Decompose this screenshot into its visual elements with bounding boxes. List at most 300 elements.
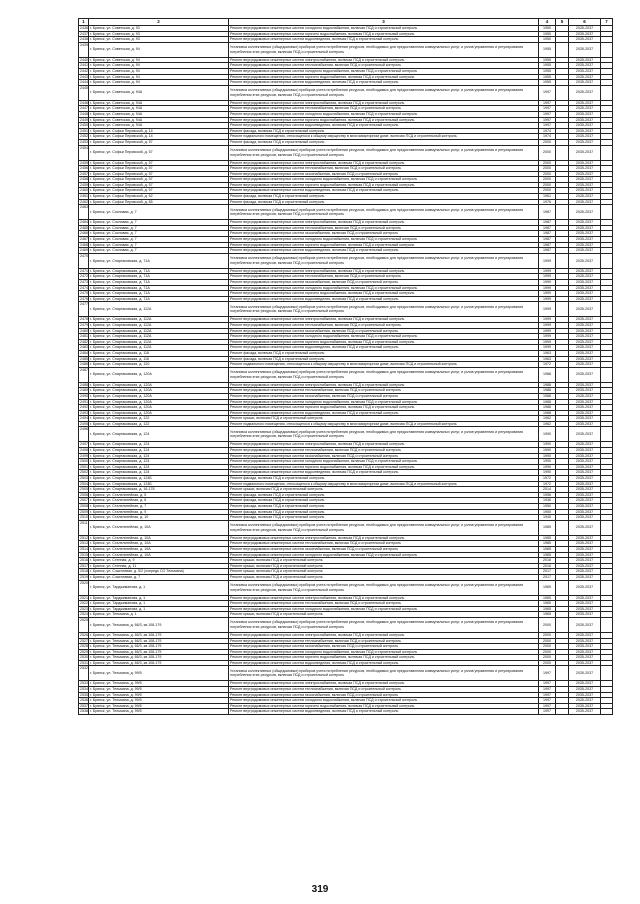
year-built-cell: 1961 bbox=[539, 194, 556, 200]
address-cell: г. Брянск, ул. Сталелитейная, д. 10А bbox=[89, 541, 229, 547]
row-number-cell: 2508 bbox=[80, 504, 88, 508]
year-built-cell: 1955 bbox=[539, 68, 556, 74]
work-type-cell: Установка коллективных (общедомовых) приборов учета потребления ресурсов, необходимых для предоставления коммунальных услуг, и узлов управления и регулирования потребления этих ресурсов, включая ПСД и строительный контроль bbox=[229, 145, 539, 160]
address-cell: г. Брянск, ул. Тарджиманова, д. 1 bbox=[89, 601, 229, 607]
row-number-cell: 2500 bbox=[80, 459, 88, 464]
program-table-page bbox=[78, 18, 612, 715]
year-built-cell: 1999 bbox=[539, 285, 556, 291]
work-type-cell: Установка коллективных (общедомовых) приборов учета потребления ресурсов, необходимых для предоставления коммунальных услуг, и узлов управления и регулирования потребления этих ресурсов, включая ПСД и строительный контроль bbox=[229, 205, 539, 220]
row-number-cell: 2444 bbox=[80, 80, 88, 85]
row-number-cell: 2493 bbox=[80, 410, 88, 415]
row-number-cell: 2506 bbox=[80, 492, 88, 497]
work-type-cell: Ремонт внутридомовых инженерных систем теплоснабжения, включая ПСД и строительный контроль bbox=[229, 601, 539, 607]
year-built-cell: 1999 bbox=[539, 328, 556, 334]
table-row bbox=[79, 145, 613, 160]
address-cell: г. Брянск, ул. Тельмана, д. 66/3, кв.108-179 bbox=[89, 638, 229, 644]
row-number-cell: 2481 bbox=[80, 334, 88, 339]
year-built-cell: 1972 bbox=[539, 476, 556, 482]
period-cell: 2035-2037 bbox=[569, 128, 601, 134]
year-built-cell: 1965 bbox=[539, 606, 556, 612]
table-row bbox=[79, 617, 613, 632]
row-number-cell: 2471 bbox=[80, 268, 88, 273]
year-built-cell: 1999 bbox=[539, 302, 556, 317]
empty-cell bbox=[556, 520, 569, 535]
work-type-cell: Ремонт внутридомовых инженерных систем водоотведения, включая ПСД и строительный контроль bbox=[229, 80, 539, 86]
address-cell: г. Брянск, ул. Советская, д. 94 bbox=[89, 57, 229, 63]
work-type-cell: Ремонт внутридомовых инженерных систем горячего водоснабжения, включая ПСД и строительный контроль bbox=[229, 405, 539, 411]
year-built-cell: 2000 bbox=[539, 139, 556, 145]
period-cell: 2035-2037 bbox=[569, 339, 601, 345]
year-built-cell: 1997 bbox=[539, 687, 556, 693]
row-number-cell: 2454 bbox=[79, 145, 89, 160]
row-number-cell: 2438 bbox=[80, 37, 88, 42]
address-cell: г. Брянск, ул. Спартаковская, д. 71А bbox=[89, 280, 229, 286]
address-cell: г. Брянск, ул. Сосновая, д. 7 bbox=[89, 242, 229, 248]
address-cell: г. Брянск, ул. Спартаковская, д. 120 bbox=[89, 362, 229, 368]
empty-cell bbox=[556, 666, 569, 681]
empty-cell bbox=[601, 85, 613, 100]
address-cell: г. Брянск, ул. Сталелитейная, д. 10А bbox=[89, 535, 229, 541]
work-type-cell: Ремонт внутридомовых инженерных систем электроснабжения, включая ПСД и строительный контроль bbox=[229, 442, 539, 448]
work-type-cell: Ремонт внутридомовых инженерных систем холодного водоснабжения, включая ПСД и строительный контроль bbox=[229, 26, 539, 32]
row-number-cell: 2456 bbox=[80, 166, 88, 171]
address-cell: г. Брянск, ул. Спартаковская, д. 120А bbox=[89, 410, 229, 416]
year-built-cell: 1936 bbox=[539, 498, 556, 504]
work-type-cell: Ремонт внутридомовых инженерных систем теплоснабжения, включая ПСД и строительный контроль bbox=[229, 322, 539, 328]
year-built-cell: 1987 bbox=[539, 237, 556, 243]
address-cell: г. Брянск, ул. Спартаковская, д. 112А bbox=[89, 302, 229, 317]
address-cell: г. Брянск, ул. Софьи Перовской, д. 57 bbox=[89, 139, 229, 145]
address-cell: г. Брянск, ул. Спартаковская, д. 71А bbox=[89, 285, 229, 291]
period-cell: 2035-2037 bbox=[569, 57, 601, 63]
work-type-cell: Ремонт внутридомовых инженерных систем теплоснабжения, включая ПСД и строительный контроль bbox=[229, 541, 539, 547]
period-cell: 2035-2037 bbox=[569, 580, 601, 595]
row-number-cell: 2458 bbox=[80, 177, 88, 182]
period-cell: 2035-2037 bbox=[569, 134, 601, 140]
address-cell: г. Брянск, ул. Спартаковская, д. 124Б bbox=[89, 481, 229, 487]
row-number-cell: 2499 bbox=[80, 453, 88, 458]
row-number-cell: 2488 bbox=[80, 382, 88, 387]
period-cell: 2035-2037 bbox=[569, 405, 601, 411]
period-cell: 2035-2037 bbox=[569, 487, 601, 493]
period-cell: 2035-2037 bbox=[569, 85, 601, 100]
period-cell: 2035-2037 bbox=[569, 160, 601, 166]
work-type-cell: Ремонт внутридомовых инженерных систем горячего водоснабжения, включая ПСД и строительный контроль bbox=[229, 291, 539, 297]
address-cell: г. Брянск, ул. Тельмана, д. 99/5 bbox=[89, 692, 229, 698]
address-cell: г. Брянск, ул. Софьи Перовской, д. 57 bbox=[89, 160, 229, 166]
address-cell: г. Брянск, ул. Спартаковская, д. 71А bbox=[89, 274, 229, 280]
row-number-cell: 2503 bbox=[80, 476, 88, 481]
work-type-cell: Ремонт подвального помещения, относящегося к общему имуществу в многоквартирном доме, включая ПСД и строительный контроль bbox=[229, 362, 539, 368]
address-cell: г. Брянск, ул. Тельмана, д. 66/3, кв.108-179 bbox=[89, 660, 229, 666]
work-type-cell: Ремонт внутридомовых инженерных систем горячего водоснабжения, включая ПСД и строительный контроль bbox=[229, 703, 539, 709]
address-cell: г. Брянск, ул. Спартаковская, д. 122 bbox=[89, 416, 229, 422]
row-number-cell: 2447 bbox=[80, 106, 88, 111]
year-built-cell: 2014 bbox=[539, 487, 556, 493]
work-type-cell: Ремонт фасада, включая ПСД и строительный контроль bbox=[229, 515, 539, 521]
address-cell: г. Брянск, ул. Спартаковская, д. 71А bbox=[89, 296, 229, 302]
row-number-cell: 2487 bbox=[79, 367, 89, 382]
period-cell: 2035-2037 bbox=[569, 541, 601, 547]
table-row bbox=[79, 520, 613, 535]
period-cell: 2035-2037 bbox=[569, 498, 601, 504]
header-col-7: 7 bbox=[601, 19, 613, 26]
year-built-cell: 1963 bbox=[539, 356, 556, 362]
work-type-cell: Ремонт внутридомовых инженерных систем водоотведения, включая ПСД и строительный контроль bbox=[229, 470, 539, 476]
row-number-cell: 2460 bbox=[80, 188, 88, 193]
table-row bbox=[79, 666, 613, 681]
row-number-cell: 2443 bbox=[80, 74, 88, 79]
row-number-cell: 2465 bbox=[80, 225, 88, 230]
address-cell: г. Брянск, ул. Тельмана, д. 66/3, кв.108-179 bbox=[89, 617, 229, 632]
address-cell: г. Брянск, ул. Софьи Перовской, д. 85 bbox=[89, 199, 229, 205]
work-type-cell: Ремонт внутридомовых инженерных систем теплоснабжения, включая ПСД и строительный контроль bbox=[229, 274, 539, 280]
table-row bbox=[79, 427, 613, 442]
address-cell: г. Брянск, ул. Спартаковская, д. 116 bbox=[89, 350, 229, 356]
work-type-cell: Ремонт крыши, включая ПСД и строительный контроль bbox=[229, 416, 539, 422]
row-number-cell: 2489 bbox=[80, 388, 88, 393]
year-built-cell: 2016 bbox=[539, 558, 556, 564]
period-cell: 2035-2037 bbox=[569, 563, 601, 569]
table-row bbox=[79, 709, 613, 715]
work-type-cell: Ремонт внутридомовых инженерных систем теплоснабжения, включая ПСД и строительный контроль bbox=[229, 63, 539, 69]
period-cell: 2035-2037 bbox=[569, 459, 601, 465]
period-cell: 2035-2037 bbox=[569, 350, 601, 356]
year-built-cell: 1997 bbox=[539, 709, 556, 715]
year-built-cell: 2000 bbox=[539, 160, 556, 166]
empty-cell bbox=[601, 205, 613, 220]
table-row bbox=[79, 85, 613, 100]
row-number-cell: 2442 bbox=[80, 68, 88, 73]
year-built-cell: 1950 bbox=[539, 31, 556, 37]
period-cell: 2035-2037 bbox=[569, 612, 601, 618]
work-type-cell: Ремонт внутридомовых инженерных систем горячего водоснабжения, включая ПСД и строительный контроль bbox=[229, 74, 539, 80]
row-number-cell: 2504 bbox=[80, 481, 88, 486]
year-built-cell: 1990 bbox=[539, 453, 556, 459]
year-built-cell: 1988 bbox=[539, 393, 556, 399]
address-cell: г. Брянск, ул. Спартаковская, д. 120А bbox=[89, 382, 229, 388]
work-type-cell: Ремонт внутридомовых инженерных систем холодного водоснабжения, включая ПСД и строительный контроль bbox=[229, 334, 539, 340]
work-type-cell: Ремонт внутридомовых инженерных систем горячего водоснабжения, включая ПСД и строительный контроль bbox=[229, 182, 539, 188]
work-type-cell: Установка коллективных (общедомовых) приборов учета потребления ресурсов, необходимых для предоставления коммунальных услуг, и узлов управления и регулирования потребления этих ресурсов, включая ПСД и строительный контроль bbox=[229, 253, 539, 268]
work-type-cell: Ремонт внутридомовых инженерных систем холодного водоснабжения, включая ПСД и строительный контроль bbox=[229, 68, 539, 74]
address-cell: г. Брянск, ул. Софьи Перовской, д. 14 bbox=[89, 134, 229, 140]
year-built-cell: 2017 bbox=[539, 569, 556, 575]
period-cell: 2035-2037 bbox=[569, 26, 601, 32]
period-cell: 2035-2037 bbox=[569, 296, 601, 302]
empty-cell bbox=[601, 709, 613, 715]
year-built-cell: 1955 bbox=[539, 57, 556, 63]
address-cell: г. Брянск, ул. Спартаковская, д. 120А bbox=[89, 405, 229, 411]
empty-cell bbox=[601, 666, 613, 681]
year-built-cell: 2000 bbox=[539, 638, 556, 644]
period-cell: 2035-2037 bbox=[569, 515, 601, 521]
work-type-cell: Ремонт подвального помещения, относящегося к общему имуществу в многоквартирном доме, включая ПСД и строительный контроль bbox=[229, 134, 539, 140]
row-number-cell: 2472 bbox=[80, 274, 88, 279]
period-cell: 2035-2037 bbox=[569, 280, 601, 286]
year-built-cell: 2000 bbox=[539, 660, 556, 666]
work-type-cell: Ремонт внутридомовых инженерных систем электроснабжения, включая ПСД и строительный контроль bbox=[229, 632, 539, 638]
row-number-cell: 2476 bbox=[80, 296, 88, 301]
table-header-row bbox=[79, 19, 613, 26]
period-cell: 2035-2037 bbox=[569, 145, 601, 160]
address-cell: г. Брянск, ул. Тельмана, д. 66/3, кв.108-179 bbox=[89, 632, 229, 638]
period-cell: 2035-2037 bbox=[569, 63, 601, 69]
period-cell: 2035-2037 bbox=[569, 199, 601, 205]
year-built-cell: 1955 bbox=[539, 42, 556, 57]
row-number-cell: 2492 bbox=[80, 405, 88, 410]
period-cell: 2035-2037 bbox=[569, 231, 601, 237]
year-built-cell: 1965 bbox=[539, 601, 556, 607]
year-built-cell: 1990 bbox=[539, 427, 556, 442]
address-cell: г. Брянск, ул. Степная, д. 11 bbox=[89, 563, 229, 569]
address-cell: г. Брянск, ул. Советская, д. 94 bbox=[89, 42, 229, 57]
period-cell: 2035-2037 bbox=[569, 703, 601, 709]
row-number-cell: 2457 bbox=[80, 171, 88, 176]
row-number-cell: 2527 bbox=[80, 638, 88, 643]
row-number-cell: 2516 bbox=[80, 558, 88, 563]
year-built-cell: 1987 bbox=[539, 225, 556, 231]
row-number-cell: 2490 bbox=[80, 393, 88, 398]
period-cell: 2035-2037 bbox=[569, 345, 601, 351]
period-cell: 2035-2037 bbox=[569, 117, 601, 123]
row-number-cell: 2448 bbox=[80, 111, 88, 116]
year-built-cell: 1972 bbox=[539, 481, 556, 487]
work-type-cell: Ремонт крыши, включая ПСД и строительный контроль bbox=[229, 612, 539, 618]
year-built-cell: 1985 bbox=[539, 552, 556, 558]
row-number-cell: 2525 bbox=[79, 617, 89, 632]
work-type-cell: Ремонт внутридомовых инженерных систем электроснабжения, включая ПСД и строительный контроль bbox=[229, 100, 539, 106]
work-type-cell: Ремонт внутридомовых инженерных систем горячего водоснабжения, включая ПСД и строительный контроль bbox=[229, 655, 539, 661]
empty-cell bbox=[601, 145, 613, 160]
work-type-cell: Ремонт фасада, включая ПСД и строительный контроль bbox=[229, 128, 539, 134]
period-cell: 2035-2037 bbox=[569, 464, 601, 470]
address-cell: г. Брянск, ул. Софьи Перовской, д. 57 bbox=[89, 145, 229, 160]
empty-cell bbox=[556, 427, 569, 442]
year-built-cell: 1997 bbox=[539, 666, 556, 681]
period-cell: 2035-2037 bbox=[569, 106, 601, 112]
empty-cell bbox=[556, 85, 569, 100]
row-number-cell: 2480 bbox=[80, 328, 88, 333]
period-cell: 2035-2037 bbox=[569, 194, 601, 200]
year-built-cell: 1987 bbox=[539, 248, 556, 254]
empty-cell bbox=[601, 580, 613, 595]
period-cell: 2035-2037 bbox=[569, 302, 601, 317]
row-number-cell: 2467 bbox=[80, 237, 88, 242]
year-built-cell: 1988 bbox=[539, 399, 556, 405]
row-number-cell: 2437 bbox=[80, 31, 88, 36]
year-built-cell: 1999 bbox=[539, 274, 556, 280]
address-cell: г. Брянск, ул. Советская, д. 94А bbox=[89, 106, 229, 112]
row-number-cell: 2538 bbox=[80, 709, 88, 714]
year-built-cell: 1987 bbox=[539, 242, 556, 248]
table-row bbox=[79, 42, 613, 57]
period-cell: 2035-2037 bbox=[569, 546, 601, 552]
address-cell: г. Брянск, ул. Счастливая, д. 5/2 (очередь СО Тельмана) bbox=[89, 569, 229, 575]
empty-cell bbox=[601, 427, 613, 442]
address-cell: г. Брянск, ул. Сосновая, д. 7 bbox=[89, 237, 229, 243]
work-type-cell: Ремонт внутридомовых инженерных систем электроснабжения, включая ПСД и строительный контроль bbox=[229, 268, 539, 274]
row-number-cell: 2452 bbox=[80, 134, 88, 139]
address-cell: г. Брянск, ул. Спартаковская, д. 120А bbox=[89, 367, 229, 382]
row-number-cell: 2510 bbox=[80, 515, 88, 520]
work-type-cell: Установка коллективных (общедомовых) приборов учета потребления ресурсов, необходимых для предоставления коммунальных услуг, и узлов управления и регулирования потребления этих ресурсов, включая ПСД и строительный контроль bbox=[229, 666, 539, 681]
year-built-cell: 1999 bbox=[539, 280, 556, 286]
row-number-cell: 2469 bbox=[80, 248, 88, 253]
address-cell: г. Брянск, ул. Софьи Перовской, д. 57 bbox=[89, 171, 229, 177]
year-built-cell: 1997 bbox=[539, 703, 556, 709]
empty-cell bbox=[601, 617, 613, 632]
row-number-cell: 2535 bbox=[80, 692, 88, 697]
year-built-cell: 2000 bbox=[539, 145, 556, 160]
address-cell: г. Брянск, ул. Советская, д. 94 bbox=[89, 74, 229, 80]
address-cell: г. Брянск, ул. Советская, д. 94А bbox=[89, 111, 229, 117]
period-cell: 2035-2037 bbox=[569, 291, 601, 297]
period-cell: 2035-2037 bbox=[569, 171, 601, 177]
year-built-cell: 1955 bbox=[539, 80, 556, 86]
repair-program-table bbox=[78, 18, 613, 715]
address-cell: г. Брянск, ул. Сосновая, д. 7 bbox=[89, 205, 229, 220]
year-built-cell: 1988 bbox=[539, 367, 556, 382]
address-cell: г. Брянск, ул. Софьи Перовской, д. 57 bbox=[89, 166, 229, 172]
period-cell: 2035-2037 bbox=[569, 74, 601, 80]
address-cell: г. Брянск, ул. Советская, д. 94 bbox=[89, 63, 229, 69]
work-type-cell: Ремонт крыши, включая ПСД и строительный контроль bbox=[229, 563, 539, 569]
address-cell: г. Брянск, ул. Спартаковская, д. 124 bbox=[89, 464, 229, 470]
year-built-cell: 1999 bbox=[539, 253, 556, 268]
work-type-cell: Ремонт внутридомовых инженерных систем холодного водоснабжения, включая ПСД и строительный контроль bbox=[229, 606, 539, 612]
period-cell: 2035-2037 bbox=[569, 410, 601, 416]
row-number-cell: 2466 bbox=[80, 231, 88, 236]
work-type-cell: Ремонт фасада, включая ПСД и строительный контроль bbox=[229, 194, 539, 200]
address-cell: г. Брянск, ул. Сталелитейная, д. 10А bbox=[89, 552, 229, 558]
work-type-cell: Ремонт крыши, включая ПСД и строительный контроль bbox=[229, 569, 539, 575]
row-number-cell: 2450 bbox=[80, 123, 88, 128]
period-cell: 2035-2037 bbox=[569, 220, 601, 226]
address-cell: г. Брянск, ул. Спартаковская, д. 120А bbox=[89, 388, 229, 394]
address-cell: г. Брянск, ул. Счастливая, д. 7 bbox=[89, 574, 229, 580]
row-number-cell: 2526 bbox=[80, 632, 88, 637]
row-number-cell: 2495 bbox=[80, 421, 88, 426]
row-number-cell: 2524 bbox=[80, 612, 88, 617]
period-cell: 2035-2037 bbox=[569, 687, 601, 693]
address-cell: г. Брянск, ул. Спартаковская, д. 112А bbox=[89, 322, 229, 328]
work-type-cell: Ремонт внутридомовых инженерных систем водоотведения, включая ПСД и строительный контроль bbox=[229, 296, 539, 302]
address-cell: г. Брянск, ул. Спартаковская, д. 112А bbox=[89, 328, 229, 334]
row-number-cell: 2528 bbox=[80, 644, 88, 649]
row-number-cell: 2491 bbox=[80, 399, 88, 404]
work-type-cell: Установка коллективных (общедомовых) приборов учета потребления ресурсов, необходимых для предоставления коммунальных услуг, и узлов управления и регулирования потребления этих ресурсов, включая ПСД и строительный контроль bbox=[229, 427, 539, 442]
work-type-cell: Ремонт внутридомовых инженерных систем газоснабжения, включая ПСД и строительный контроль bbox=[229, 171, 539, 177]
work-type-cell: Ремонт фасада, включая ПСД и строительный контроль bbox=[229, 504, 539, 510]
period-cell: 2035-2037 bbox=[569, 601, 601, 607]
work-type-cell: Ремонт внутридомовых инженерных систем газоснабжения, включая ПСД и строительный контроль bbox=[229, 280, 539, 286]
period-cell: 2035-2037 bbox=[569, 367, 601, 382]
period-cell: 2035-2037 bbox=[569, 393, 601, 399]
address-cell: г. Брянск, ул. Советская, д. 94А bbox=[89, 85, 229, 100]
row-number-cell: 2445 bbox=[79, 85, 89, 100]
address-cell: г. Брянск, ул. Советская, д. 94 bbox=[89, 68, 229, 74]
work-type-cell: Ремонт внутридомовых инженерных систем газоснабжения, включая ПСД и строительный контроль bbox=[229, 644, 539, 650]
year-built-cell: 1997 bbox=[539, 698, 556, 704]
address-cell: г. Брянск, ул. Спартаковская, д. 122 bbox=[89, 421, 229, 427]
year-built-cell: 1990 bbox=[539, 442, 556, 448]
period-cell: 2035-2037 bbox=[569, 242, 601, 248]
work-type-cell: Ремонт внутридомовых инженерных систем холодного водоснабжения, включая ПСД и строительный контроль bbox=[229, 649, 539, 655]
row-number-cell: 2473 bbox=[80, 280, 88, 284]
year-built-cell: 2000 bbox=[539, 655, 556, 661]
address-cell: г. Брянск, ул. Спартаковская, д. 124 bbox=[89, 448, 229, 454]
work-type-cell: Ремонт внутридомовых инженерных систем теплоснабжения, включая ПСД и строительный контроль bbox=[229, 225, 539, 231]
address-cell: г. Брянск, ул. Софьи Перовской, д. 57 bbox=[89, 188, 229, 194]
row-number-cell: 2520 bbox=[79, 580, 89, 595]
row-number-cell: 2453 bbox=[80, 139, 88, 144]
work-type-cell: Ремонт внутридомовых инженерных систем электроснабжения, включая ПСД и строительный контроль bbox=[229, 681, 539, 687]
address-cell: г. Брянск, ул. Сосновая, д. 7 bbox=[89, 220, 229, 226]
period-cell: 2035-2037 bbox=[569, 476, 601, 482]
year-built-cell: 1956 bbox=[539, 492, 556, 498]
period-cell: 2035-2037 bbox=[569, 649, 601, 655]
year-built-cell: 1965 bbox=[539, 580, 556, 595]
row-number-cell: 2519 bbox=[80, 574, 88, 579]
row-number-cell: 2517 bbox=[80, 563, 88, 568]
period-cell: 2035-2037 bbox=[569, 606, 601, 612]
address-cell: г. Брянск, ул. Советская, д. 93 bbox=[89, 31, 229, 37]
row-number-cell: 2470 bbox=[79, 253, 89, 268]
address-cell: г. Брянск, ул. Спартаковская, д. 124Б bbox=[89, 476, 229, 482]
row-number-cell: 2463 bbox=[79, 205, 89, 220]
year-built-cell: 1987 bbox=[539, 220, 556, 226]
row-number-cell: 2484 bbox=[80, 350, 88, 355]
table-row bbox=[79, 302, 613, 317]
address-cell: г. Брянск, ул. Спартаковская, д. 112А bbox=[89, 339, 229, 345]
period-cell: 2035-2037 bbox=[569, 552, 601, 558]
period-cell: 2035-2037 bbox=[569, 453, 601, 459]
period-cell: 2035-2037 bbox=[569, 692, 601, 698]
address-cell: г. Брянск, ул. Спартаковская, д. 112А bbox=[89, 345, 229, 351]
year-built-cell: 1950 bbox=[539, 504, 556, 510]
row-number-cell: 2509 bbox=[80, 509, 88, 514]
table-row bbox=[79, 253, 613, 268]
period-cell: 2035-2037 bbox=[569, 660, 601, 666]
year-built-cell: 1976 bbox=[539, 199, 556, 205]
header-col-3: 3 bbox=[229, 19, 539, 26]
row-number-cell: 2485 bbox=[80, 356, 88, 361]
address-cell: г. Брянск, ул. Сталелитейная, д. 6 bbox=[89, 498, 229, 504]
row-number-cell: 2441 bbox=[80, 63, 88, 68]
year-built-cell: 2016 bbox=[539, 563, 556, 569]
address-cell: г. Брянск, ул. Сосновая, д. 7 bbox=[89, 248, 229, 254]
year-built-cell: 1988 bbox=[539, 410, 556, 416]
period-cell: 2035-2037 bbox=[569, 123, 601, 129]
empty-cell bbox=[601, 42, 613, 57]
address-cell: г. Брянск, ул. Спартаковская, д. 124 bbox=[89, 442, 229, 448]
year-built-cell: 2000 bbox=[539, 649, 556, 655]
work-type-cell: Ремонт внутридомовых инженерных систем холодного водоснабжения, включая ПСД и строительный контроль bbox=[229, 177, 539, 183]
address-cell: г. Брянск, ул. Советская, д. 93 bbox=[89, 37, 229, 43]
period-cell: 2035-2037 bbox=[569, 558, 601, 564]
year-built-cell: 1972 bbox=[539, 362, 556, 368]
year-built-cell: 2000 bbox=[539, 177, 556, 183]
work-type-cell: Ремонт внутридомовых инженерных систем теплоснабжения, включая ПСД и строительный контроль bbox=[229, 388, 539, 394]
work-type-cell: Ремонт внутридомовых инженерных систем электроснабжения, включая ПСД и строительный контроль bbox=[229, 57, 539, 63]
row-number-cell: 2474 bbox=[80, 285, 88, 290]
work-type-cell: Ремонт фасада, включая ПСД и строительный контроль bbox=[229, 492, 539, 498]
address-cell: г. Брянск, ул. Сосновая, д. 7 bbox=[89, 225, 229, 231]
period-cell: 2035-2037 bbox=[569, 253, 601, 268]
row-number-cell: 2436 bbox=[80, 26, 88, 30]
table-row bbox=[79, 205, 613, 220]
